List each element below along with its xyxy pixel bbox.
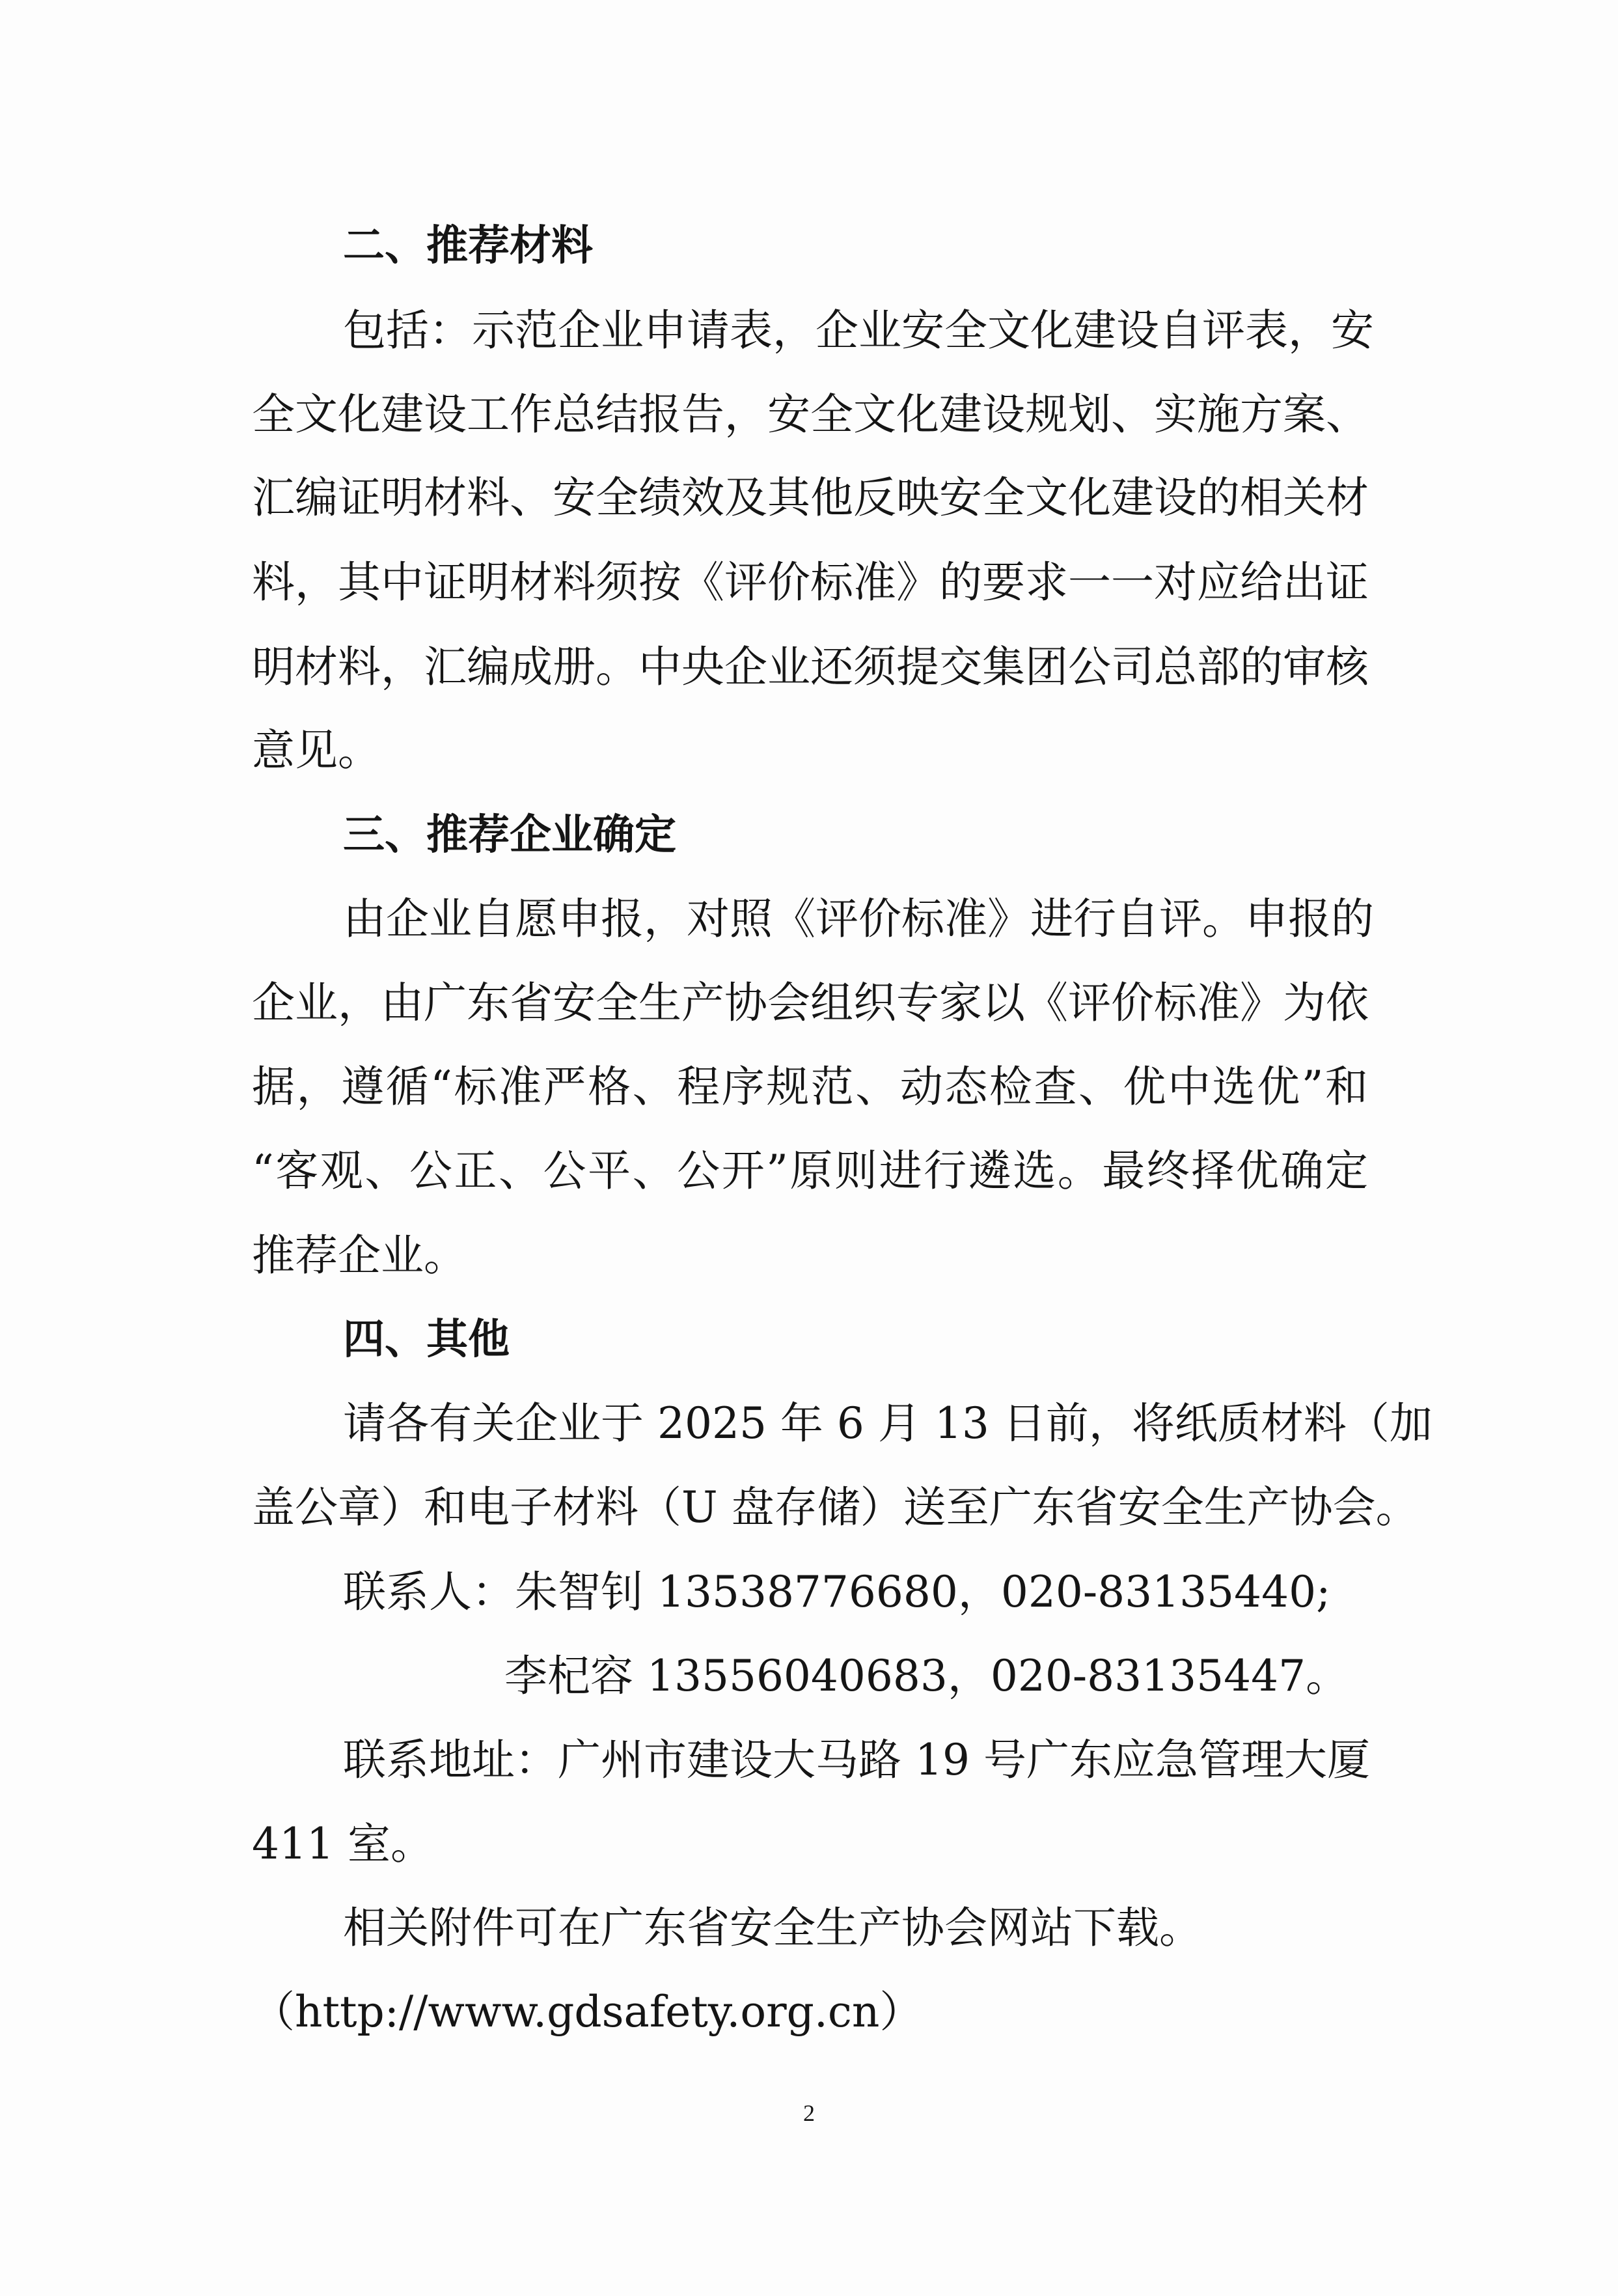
paragraph-line: 请各有关企业于 2025 年 6 月 13 日前，将纸质材料（加 (343, 1398, 1433, 1448)
paragraph-line: 意见。 (252, 725, 381, 775)
paragraph-line: 包括：示范企业申请表，企业安全文化建设自评表，安 (343, 305, 1374, 355)
paragraph-line: 企业，由广东省安全生产协会组织专家以《评价标准》为依 (252, 978, 1369, 1028)
paragraph-line: 全文化建设工作总结报告，安全文化建设规划、实施方案、 (252, 389, 1369, 439)
paragraph-line: 据，遵循“标准严格、程序规范、动态检查、优中选优”和 (252, 1062, 1368, 1112)
section-heading-selection: 三、推荐企业确定 (343, 811, 676, 859)
contact-line-1: 联系人：朱智钊 13538776680，020-83135440; (343, 1567, 1331, 1617)
address-line-2: 411 室。 (252, 1819, 433, 1869)
paragraph-line: 明材料，汇编成册。中央企业还须提交集团公司总部的审核 (252, 642, 1369, 692)
paragraph-line: 推荐企业。 (252, 1230, 467, 1280)
paragraph-line: “客观、公正、公平、公开”原则进行遴选。最终择优确定 (252, 1146, 1368, 1196)
paragraph-line: 汇编证明材料、安全绩效及其他反映安全文化建设的相关材 (252, 473, 1369, 523)
download-note: 相关附件可在广东省安全生产协会网站下载。 (343, 1903, 1202, 1953)
page-number: 2 (803, 2100, 815, 2126)
section-heading-other: 四、其他 (343, 1316, 510, 1364)
address-line-1: 联系地址：广州市建设大马路 19 号广东应急管理大厦 (343, 1735, 1370, 1785)
paragraph-line: 由企业自愿申报，对照《评价标准》进行自评。申报的 (343, 894, 1374, 944)
paragraph-line: 料，其中证明材料须按《评价标准》的要求一一对应给出证 (252, 557, 1369, 607)
section-heading-materials: 二、推荐材料 (343, 222, 593, 270)
contact-line-2: 李杞容 13556040683，020-83135447。 (504, 1651, 1349, 1701)
paragraph-line: 盖公章）和电子材料（U 盘存储）送至广东省安全生产协会。 (252, 1482, 1419, 1532)
website-url: （http://www.gdsafety.org.cn） (252, 1987, 923, 2037)
